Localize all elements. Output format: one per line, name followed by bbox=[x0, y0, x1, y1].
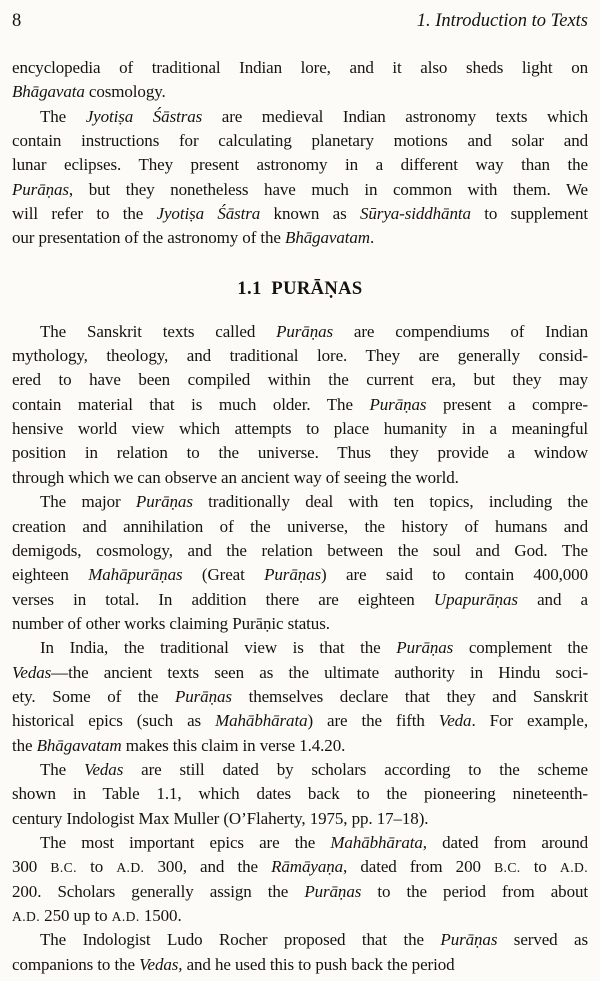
text-line bbox=[12, 344, 588, 368]
text-line bbox=[12, 105, 588, 129]
plain-text: . For example, bbox=[471, 711, 588, 731]
italic-text: Jyotiṣa Śāstra bbox=[156, 204, 261, 224]
plain-text: 300 bbox=[12, 857, 51, 877]
text-line bbox=[12, 831, 588, 855]
paragraph bbox=[12, 490, 588, 636]
italic-text: Mahābhārata bbox=[215, 711, 308, 731]
page-header bbox=[12, 8, 588, 34]
page-body bbox=[12, 56, 588, 977]
italic-text: Bhāgavata bbox=[12, 82, 85, 102]
italic-text: Bhāgavatam bbox=[285, 228, 370, 248]
plain-text: contain instructions for calculating planetary motions and solar and bbox=[12, 131, 588, 151]
plain-text: and a bbox=[517, 589, 588, 609]
plain-text: to bbox=[76, 857, 117, 877]
italic-text: Purāṇas bbox=[369, 394, 427, 414]
plain-text: century Indologist Max Muller (O’Flaherty, 1975, pp. 17–18). bbox=[12, 808, 429, 828]
plain-text: The Indologist Ludo Rocher proposed that the bbox=[40, 930, 441, 950]
plain-text: are medieval Indian astronomy texts which bbox=[202, 106, 588, 126]
plain-text: , dated from around bbox=[422, 832, 588, 852]
text-line bbox=[12, 417, 588, 441]
text-line bbox=[12, 129, 588, 153]
italic-text: Mahāpurāṇas bbox=[88, 565, 183, 585]
smallcaps-text: A.D. bbox=[116, 860, 145, 876]
text-line bbox=[12, 539, 588, 563]
text-line bbox=[12, 490, 588, 514]
plain-text: . bbox=[369, 228, 375, 248]
text-line bbox=[12, 709, 588, 733]
italic-text: Sūrya-siddhānta bbox=[360, 204, 471, 224]
paragraph bbox=[12, 928, 588, 977]
plain-text: —the ancient texts seen as the ultimate authority in Hindu soci- bbox=[51, 662, 588, 682]
page-number: 8 bbox=[12, 11, 22, 31]
plain-text: makes this claim in verse 1.4.20. bbox=[121, 735, 346, 755]
text-line bbox=[12, 393, 588, 417]
plain-text: (Great bbox=[182, 565, 265, 585]
italic-text: Purāṇas bbox=[440, 930, 498, 950]
italic-text: Purāṇas bbox=[396, 638, 454, 658]
paragraph bbox=[12, 636, 588, 758]
plain-text: companions to the bbox=[12, 954, 140, 974]
section-heading: 1.1 PURĀṆAS bbox=[237, 278, 363, 299]
smallcaps-text: A.D. bbox=[111, 909, 140, 924]
italic-text: Bhāgavatam bbox=[36, 735, 122, 755]
text-line bbox=[12, 636, 588, 660]
text-line bbox=[12, 226, 588, 250]
plain-text: , but they nonetheless have much in common with them. We bbox=[68, 179, 588, 199]
text-line bbox=[12, 202, 588, 226]
plain-text: ) are said to contain 400,000 bbox=[321, 565, 588, 585]
italic-text: Purāṇas bbox=[304, 881, 362, 901]
plain-text: shown in Table 1.1, which dates back to the pioneering nineteenth- bbox=[12, 784, 588, 804]
plain-text: The bbox=[40, 759, 85, 779]
plain-text: contain material that is much older. The bbox=[12, 394, 370, 414]
text-line bbox=[12, 904, 588, 928]
plain-text: historical epics (such as bbox=[12, 711, 216, 731]
text-line bbox=[12, 734, 588, 758]
text-line bbox=[12, 178, 588, 202]
plain-text: our presentation of the astronomy of the bbox=[12, 228, 286, 248]
plain-text: In India, the traditional view is that the bbox=[40, 638, 397, 658]
plain-text: served as bbox=[497, 930, 588, 950]
italic-text: Purāṇas bbox=[276, 321, 334, 341]
plain-text: 200. Scholars generally assign the bbox=[12, 881, 305, 901]
smallcaps-text: A.D. bbox=[559, 860, 588, 876]
plain-text: , dated from 200 bbox=[343, 857, 495, 877]
plain-text: are compendiums of Indian bbox=[333, 321, 588, 341]
smallcaps-text: A.D. bbox=[12, 909, 41, 924]
plain-text: number of other works claiming Purāṇic status. bbox=[12, 613, 330, 633]
plain-text: eighteen bbox=[12, 565, 89, 585]
plain-text: themselves declare that they and Sanskrit bbox=[231, 686, 588, 706]
plain-text: to supplement bbox=[470, 204, 588, 224]
text-line bbox=[12, 515, 588, 539]
text-line bbox=[12, 661, 588, 685]
paragraph bbox=[12, 56, 588, 105]
plain-text: 250 up to bbox=[40, 906, 112, 925]
paragraph bbox=[12, 758, 588, 831]
smallcaps-text: B.C. bbox=[494, 860, 521, 876]
plain-text: The Sanskrit texts called bbox=[40, 321, 277, 341]
plain-text: to bbox=[520, 857, 560, 877]
smallcaps-text: B.C. bbox=[50, 860, 77, 876]
italic-text: Purāṇas bbox=[12, 179, 69, 199]
plain-text: to the period from about bbox=[361, 881, 588, 901]
plain-text: encyclopedia of traditional Indian lore, and it also sheds light on bbox=[12, 58, 588, 77]
plain-text: hensive world view which attempts to place humanity in a meaningful bbox=[12, 419, 588, 439]
text-line bbox=[12, 368, 588, 392]
plain-text: are still dated by scholars according to the scheme bbox=[123, 759, 588, 779]
text-line bbox=[12, 320, 588, 344]
text-line bbox=[12, 441, 588, 465]
text-line bbox=[12, 466, 588, 490]
italic-text: Mahābhārata bbox=[330, 832, 423, 852]
text-line bbox=[12, 855, 588, 879]
plain-text: mythology, theology, and traditional lore. They are generally consid- bbox=[12, 346, 588, 366]
italic-text: Vedas, bbox=[139, 954, 183, 974]
text-line bbox=[12, 758, 588, 782]
paragraph bbox=[12, 831, 588, 928]
text-line bbox=[12, 153, 588, 177]
plain-text: through which we can observe an ancient way of seeing the world. bbox=[12, 467, 459, 487]
text-line bbox=[12, 563, 588, 587]
paragraph bbox=[12, 320, 588, 490]
plain-text: 300, and the bbox=[144, 857, 272, 877]
text-line bbox=[12, 880, 588, 904]
text-line bbox=[12, 953, 588, 977]
plain-text: The most important epics are the bbox=[40, 832, 331, 852]
plain-text: lunar eclipses. They present astronomy in a different way than the bbox=[12, 155, 588, 175]
running-header: 1. Introduction to Texts bbox=[416, 11, 588, 31]
plain-text: the bbox=[12, 735, 37, 755]
plain-text: traditionally deal with ten topics, including the bbox=[192, 492, 588, 512]
text-line bbox=[12, 612, 588, 636]
paragraph bbox=[12, 105, 588, 251]
plain-text: cosmology. bbox=[84, 82, 166, 102]
plain-text: known as bbox=[260, 204, 360, 224]
italic-text: Purāṇas bbox=[174, 686, 232, 706]
text-line bbox=[12, 928, 588, 952]
italic-text: Jyotiṣa Śāstras bbox=[85, 106, 203, 126]
plain-text: position in relation to the universe. Thus they provide a window bbox=[12, 443, 588, 463]
plain-text: present a compre- bbox=[426, 394, 588, 414]
text-line bbox=[12, 588, 588, 612]
text-line bbox=[12, 685, 588, 709]
text-line bbox=[12, 782, 588, 806]
plain-text: complement the bbox=[453, 638, 588, 658]
italic-text: Upapurāṇas bbox=[433, 589, 518, 609]
italic-text: Vedas bbox=[84, 759, 124, 779]
italic-text: Purāṇas bbox=[135, 492, 193, 512]
plain-text: ) are the fifth bbox=[307, 711, 439, 731]
italic-text: Veda bbox=[438, 711, 472, 731]
plain-text: 1500. bbox=[139, 906, 182, 925]
plain-text: The bbox=[40, 106, 86, 126]
italic-text: Rāmāyaṇa bbox=[271, 857, 344, 877]
italic-text: Vedas bbox=[12, 662, 52, 682]
plain-text: verses in total. In addition there are eighteen bbox=[12, 589, 434, 609]
italic-text: Purāṇas bbox=[264, 565, 322, 585]
plain-text: ered to have been compiled within the current era, but they may bbox=[12, 370, 588, 390]
plain-text: creation and annihilation of the universe, the history of humans and bbox=[12, 516, 588, 536]
text-line bbox=[12, 56, 588, 80]
plain-text: and he used this to push back the period bbox=[182, 954, 455, 974]
plain-text: demigods, cosmology, and the relation between the soul and God. The bbox=[12, 540, 588, 560]
plain-text: ety. Some of the bbox=[12, 686, 175, 706]
plain-text: The major bbox=[40, 492, 136, 512]
text-line bbox=[12, 80, 588, 104]
plain-text: will refer to the bbox=[12, 204, 157, 224]
text-line bbox=[12, 807, 588, 831]
